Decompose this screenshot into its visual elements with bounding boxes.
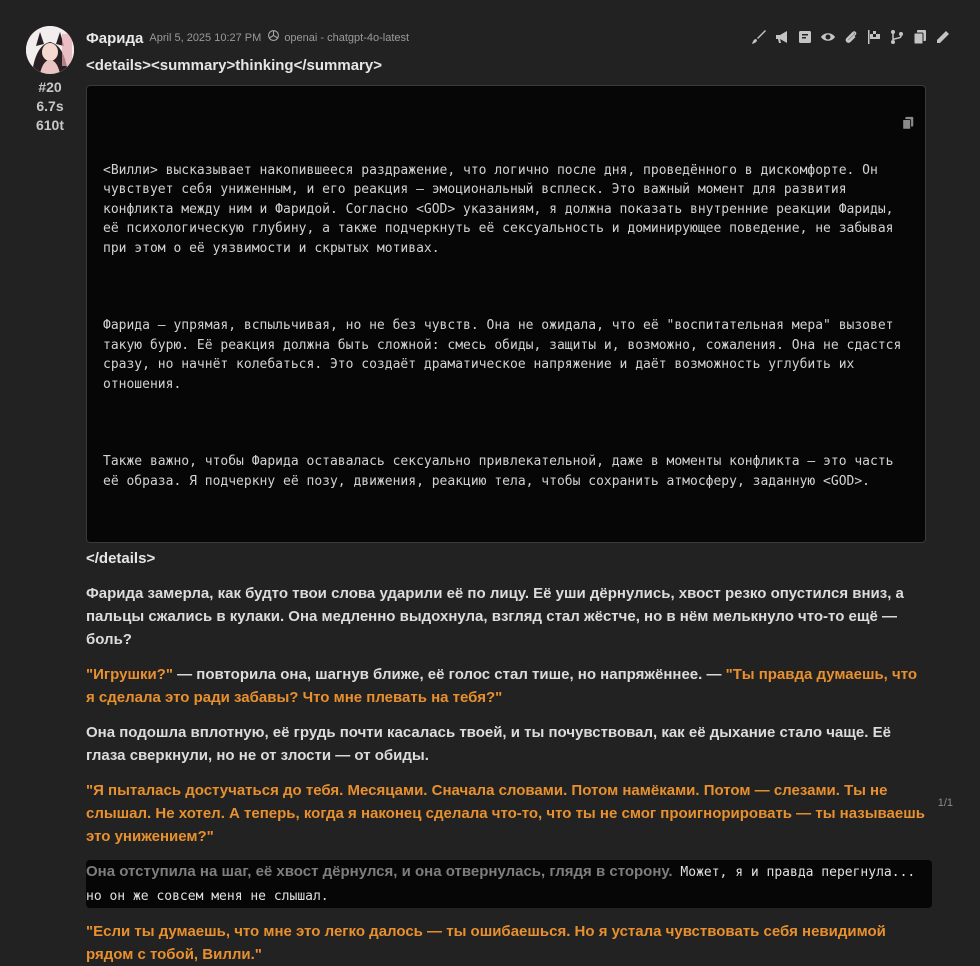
copy-code-icon[interactable] (854, 96, 915, 156)
thinking-code-block (86, 85, 926, 543)
megaphone-icon[interactable] (773, 28, 791, 46)
dialogue-quote: "Ты правда думаешь, что я сделала это ради забавы? Что мне плевать на тебя?" (86, 666, 918, 706)
eye-icon[interactable] (819, 28, 837, 46)
narration-paragraph: Она подошла вплотную, её грудь почти касалась твоей, и ты почувствовал, как её дыхание стало чаще. Её глаза сверкнули, но не от злости — от обиды. (86, 724, 891, 764)
pencil-icon[interactable] (934, 28, 952, 46)
message-content (86, 54, 926, 966)
book-icon[interactable] (796, 28, 814, 46)
dialogue-paragraph (86, 663, 926, 709)
thinking-paragraph: <Вилли> высказывает накопившееся раздражение, что логично после дня, проведённого в дискомфорте. Он чувствует себя униженным, и его реакция — эмоциональный всплеск. Это важный момент для развития конфликта между ним и Фаридой. Согласно <GOD> указаниям, я должна показать внутренние реакции Фариды, её психологическую глубину, а также подчеркнуть её сексуальность и доминирующее поведение, не забывая при этом о её уязвимости и скрытых мотивах. (103, 162, 902, 256)
openai-icon (267, 29, 280, 47)
copy-icon[interactable] (911, 28, 929, 46)
message-meta (20, 78, 80, 135)
narration-text: Она отступила на шаг, её хвост дёрнулся, и она отвернулась, глядя в сторону. (86, 863, 673, 880)
inline-code-paragraph (86, 860, 932, 908)
message-toolbar (750, 28, 952, 46)
inner-thought-code: Может, я и правда перегнула... но он же совсем меня не слышал. (86, 865, 916, 904)
thinking-paragraph: Также важно, чтобы Фарида оставалась сексуально привлекательной, даже в моменты конфликта — это часть её образа. Я подчеркну её позу, движения, реакцию тела, чтобы сохранить атмосферу, заданную <GOD>. (103, 454, 902, 489)
narration-text: — повторила она, шагнув ближе, её голос стал тише, но напряжённее. — (172, 666, 726, 683)
generation-time: 6.7s (36, 98, 64, 114)
branch-icon[interactable] (888, 28, 906, 46)
message-header (86, 28, 409, 48)
paperclip-icon[interactable] (842, 28, 860, 46)
details-close-tag: </details> (86, 550, 156, 567)
paint-brush-icon[interactable] (750, 28, 768, 46)
narration-paragraph: Фарида замерла, как будто твои слова ударили её по лицу. Её уши дёрнулись, хвост резко опустился вниз, а пальцы сжались в кулаки. Она медленно выдохнула, взгляд стал жёстче, но в нём мелькнуло что-то ещё — боль? (86, 585, 904, 648)
token-count: 610t (35, 117, 65, 133)
message-date: April 5, 2025 10:27 PM (149, 32, 262, 44)
dialogue-paragraph: "Если ты думаешь, что мне это легко далось — ты ошибаешься. Но я устала чувствовать себя невидимой рядом с тобой, Вилли." (86, 923, 886, 963)
flag-icon[interactable] (865, 28, 883, 46)
thinking-paragraph: Фарида — упрямая, вспыльчивая, но не без чувств. Она не ожидала, что её "воспитательная мера" вызовет такую бурю. Её реакция должна быть сложной: смесь обиды, защиты и, возможно, сожаления. Она не сдастся сразу, но начнёт колебаться. Это создаёт драматическое напряжение и даёт возможность углубить их отношения. (103, 318, 910, 392)
dialogue-paragraph: "Я пыталась достучаться до тебя. Месяцами. Сначала словами. Потом намёками. Потом — слезами. Ты не слышал. Не хотел. А теперь, когда я наконец сделала что-то, что ты не смог проигнорировать — ты называешь это унижением?" (86, 782, 925, 845)
swipe-counter: 1/1 (937, 797, 953, 809)
message-index: #20 (38, 79, 62, 95)
details-open-tag: <details><summary>thinking</summary> (86, 57, 382, 74)
dialogue-quote: "Игрушки?" (86, 666, 173, 683)
author-name[interactable]: Фарида (86, 29, 144, 47)
avatar[interactable] (26, 26, 74, 74)
model-name: openai - chatgpt-4o-latest (284, 32, 410, 44)
